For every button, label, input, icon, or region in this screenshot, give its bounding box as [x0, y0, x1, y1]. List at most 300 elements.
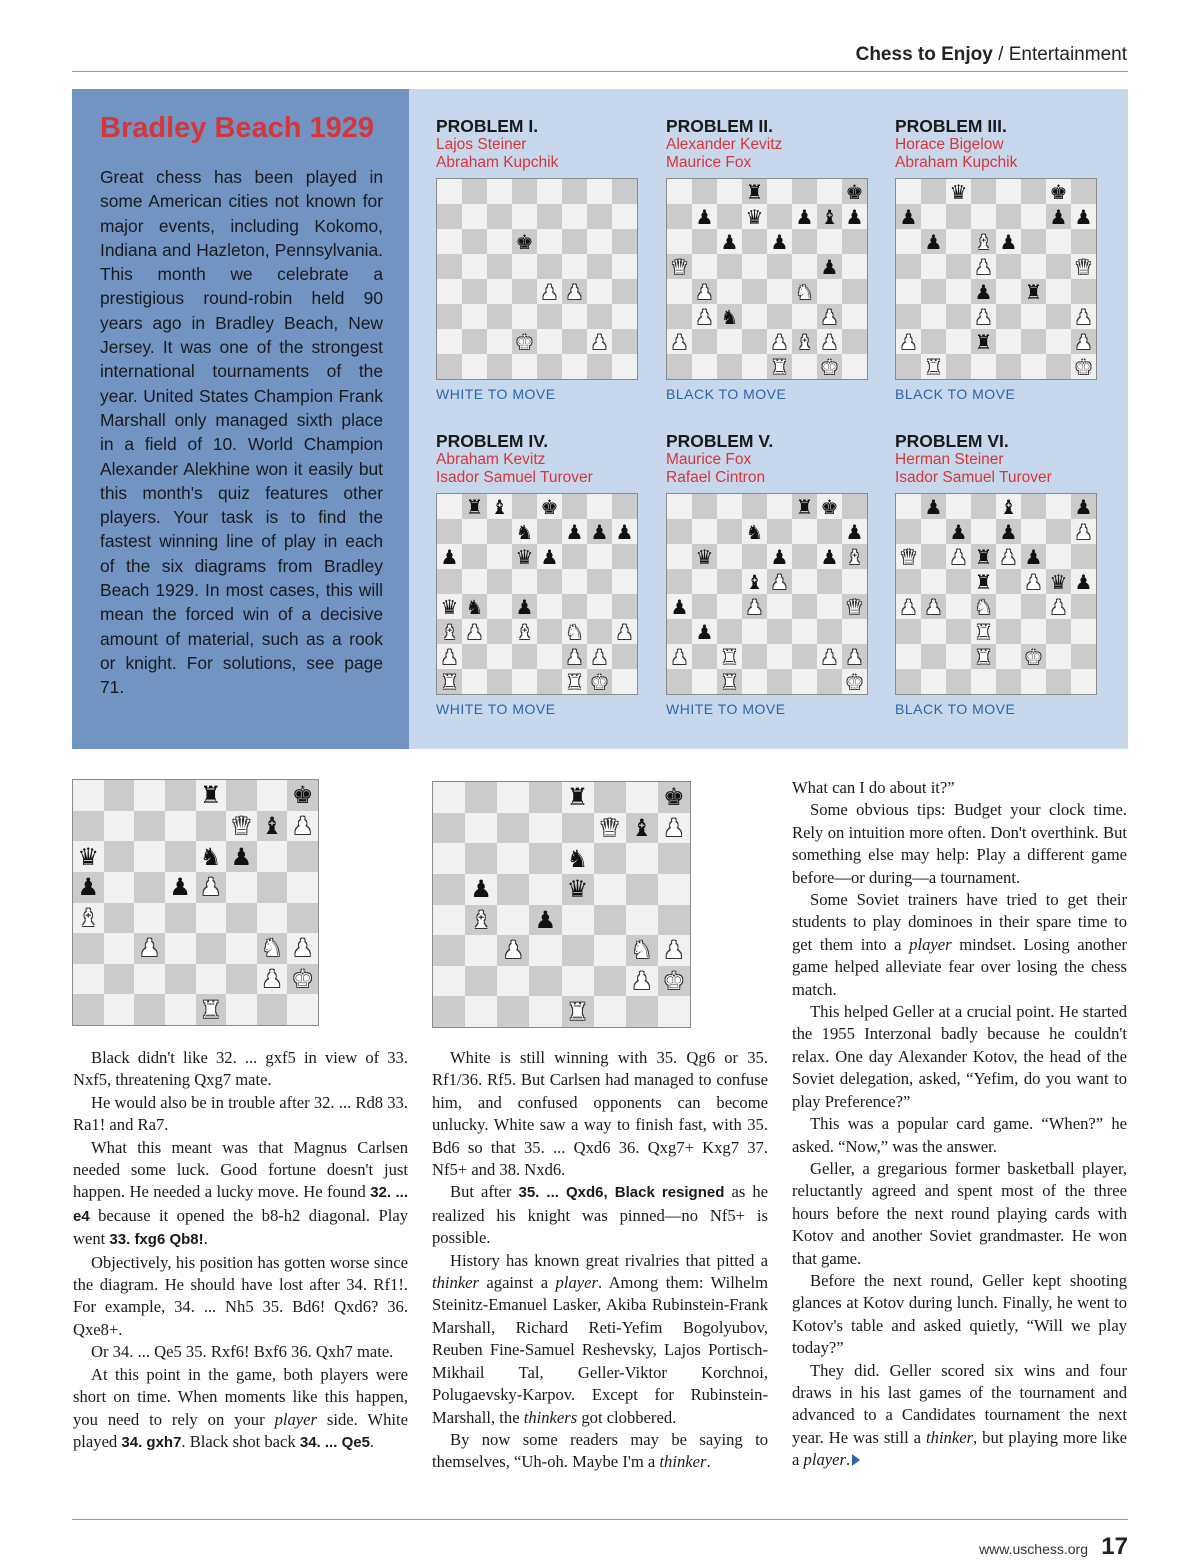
board-square [842, 254, 867, 279]
board-square [767, 254, 792, 279]
board-square [196, 933, 227, 964]
game-diagram-1 [72, 779, 319, 1026]
board-square [742, 254, 767, 279]
board-square [817, 329, 842, 354]
text: This was a popular card game. “When?” he asked. “Now,” was the answer. [792, 1114, 1127, 1156]
board-square [462, 254, 487, 279]
white-rook-icon: ♜ [200, 995, 222, 1024]
board-square [717, 644, 742, 669]
white-pawn-icon: ♟ [1049, 594, 1068, 619]
board-square [792, 279, 817, 304]
board-square [946, 329, 971, 354]
board-square [512, 254, 537, 279]
board-square [537, 179, 562, 204]
board-square [692, 204, 717, 229]
board-square [792, 644, 817, 669]
white-pawn-icon: ♟ [200, 873, 222, 902]
board-square [537, 669, 562, 694]
board-square [742, 229, 767, 254]
board-square [921, 254, 946, 279]
board-square [512, 519, 537, 544]
board-square [562, 905, 594, 936]
problem-white-player: Horace Bigelow [895, 136, 1004, 153]
board-square [134, 811, 165, 842]
board-square [465, 935, 497, 966]
board-square [537, 229, 562, 254]
text: Some Soviet trainers have tried to get their students to play dominoes in their spare time to get them into a [792, 890, 1127, 954]
chess-diagram [436, 178, 638, 380]
board-square [817, 494, 842, 519]
board-square [971, 594, 996, 619]
paragraph [792, 1001, 1127, 1113]
problem-white-player: Abraham Kevitz [436, 451, 546, 468]
board-square [487, 519, 512, 544]
board-square [594, 935, 626, 966]
emphasis: player [274, 1409, 317, 1429]
text: got clobbered. [581, 1407, 677, 1427]
board-square [658, 996, 690, 1027]
board-square [257, 872, 288, 903]
board-square [767, 569, 792, 594]
board-square [842, 204, 867, 229]
white-pawn-icon: ♟ [924, 594, 943, 619]
board-square [287, 903, 318, 934]
board-square [971, 669, 996, 694]
board-square [971, 569, 996, 594]
board-square [921, 569, 946, 594]
board-square [996, 519, 1021, 544]
white-bishop-icon: ♝ [974, 229, 993, 254]
white-pawn-icon: ♟ [820, 329, 839, 354]
board-square [537, 254, 562, 279]
white-rook-icon: ♜ [566, 997, 589, 1026]
board-square [465, 905, 497, 936]
white-rook-icon: ♜ [974, 644, 993, 669]
board-square [946, 304, 971, 329]
move-notation: 33. fxg6 Qb8! [109, 1231, 204, 1249]
text: Before the next round, Geller kept shooting glances at Kotov during lunch. Finally, he went to Kotov's table and asked quietly, “Will we play today?” [792, 1270, 1127, 1358]
board-square [165, 933, 196, 964]
board-square [437, 279, 462, 304]
board-square [612, 304, 637, 329]
text: White is still winning with 35. Qg6 or 35. Rf1/36. Rf5. But Carlsen had managed to confuse him, and confused opponents can become unlucky. White saw a way to finish fast, with 35. Bd6 so that 35. ... Qxd6 36. Qxg7+ Kxg7 37. Nf5+ and 38. Nxd6. [432, 1048, 768, 1180]
board-square [1046, 229, 1071, 254]
board-square [587, 229, 612, 254]
black-knight-icon: ♞ [720, 304, 739, 329]
emphasis: thinkers [523, 1407, 578, 1427]
black-pawn-icon: ♟ [924, 494, 943, 519]
white-bishop-icon: ♝ [440, 619, 459, 644]
board-square [692, 669, 717, 694]
end-of-article-icon [852, 1454, 860, 1466]
text: Black didn't like 32. ... gxf5 in view of 33. Nxf5, threatening Qxg7 mate. [73, 1048, 408, 1090]
running-header [856, 44, 1127, 66]
board-square [487, 669, 512, 694]
board-square [462, 229, 487, 254]
board-square [594, 813, 626, 844]
paragraph [73, 1252, 408, 1342]
board-square [257, 780, 288, 811]
board-square [73, 780, 104, 811]
board-square [462, 354, 487, 379]
board-square [1021, 494, 1046, 519]
black-king-icon: ♚ [820, 494, 839, 519]
header-section: Chess to Enjoy [855, 44, 993, 65]
board-square [817, 354, 842, 379]
board-square [842, 569, 867, 594]
board-square [1071, 354, 1096, 379]
board-square [626, 935, 658, 966]
board-square [104, 872, 135, 903]
board-square [612, 669, 637, 694]
board-square [817, 204, 842, 229]
board-square [587, 304, 612, 329]
board-square [487, 544, 512, 569]
board-square [1071, 669, 1096, 694]
board-square [487, 329, 512, 354]
board-square [433, 813, 465, 844]
board-square [537, 304, 562, 329]
board-square [196, 903, 227, 934]
board-square [587, 279, 612, 304]
board-square [658, 782, 690, 813]
board-square [512, 229, 537, 254]
problem-title: PROBLEM II. [666, 116, 773, 136]
black-pawn-icon: ♟ [169, 873, 191, 902]
white-rook-icon: ♜ [720, 644, 739, 669]
board-square [842, 519, 867, 544]
board-square [487, 254, 512, 279]
footer-divider [72, 1519, 1128, 1520]
board-square [817, 229, 842, 254]
white-bishop-icon: ♝ [515, 619, 534, 644]
paragraph [792, 1158, 1127, 1270]
board-square [462, 519, 487, 544]
board-square [792, 254, 817, 279]
board-square [896, 329, 921, 354]
board-square [562, 254, 587, 279]
white-pawn-icon: ♟ [999, 544, 1018, 569]
board-square [692, 179, 717, 204]
board-square [667, 329, 692, 354]
board-square [996, 569, 1021, 594]
game-diagram-2 [432, 781, 691, 1028]
white-pawn-icon: ♟ [949, 544, 968, 569]
board-square [717, 544, 742, 569]
black-king-icon: ♚ [540, 494, 559, 519]
board-square [537, 544, 562, 569]
board-square [971, 179, 996, 204]
board-square [996, 279, 1021, 304]
board-square [134, 841, 165, 872]
board-square [742, 594, 767, 619]
board-square [587, 254, 612, 279]
board-square [1046, 304, 1071, 329]
board-square [562, 594, 587, 619]
board-square [626, 874, 658, 905]
board-square [1046, 254, 1071, 279]
black-rook-icon: ♜ [1024, 279, 1043, 304]
board-square [1021, 179, 1046, 204]
board-square [996, 204, 1021, 229]
white-queen-icon: ♛ [845, 594, 864, 619]
board-square [104, 780, 135, 811]
move-notation: 34. ... Qe5 [299, 1433, 370, 1451]
white-pawn-icon: ♟ [615, 619, 634, 644]
board-square [1021, 279, 1046, 304]
board-square [692, 619, 717, 644]
board-square [497, 843, 529, 874]
problem-title: PROBLEM VI. [895, 431, 1009, 451]
board-square [226, 872, 257, 903]
black-knight-icon: ♞ [515, 519, 534, 544]
board-square [971, 304, 996, 329]
board-square [165, 811, 196, 842]
board-square [1021, 644, 1046, 669]
board-square [562, 569, 587, 594]
board-square [257, 811, 288, 842]
problem-black-player: Isador Samuel Turover [895, 469, 1052, 486]
board-square [742, 279, 767, 304]
black-king-icon: ♚ [291, 781, 314, 810]
board-square [562, 669, 587, 694]
board-square [792, 179, 817, 204]
white-pawn-icon: ♟ [540, 279, 559, 304]
black-queen-icon: ♛ [1049, 569, 1068, 594]
board-square [487, 204, 512, 229]
quiz-intro-text: Great chess has been played in some American cities not known for major events, including Kokomo, Indiana and Hazleton, Pennsylvania. This month we celebrate a prestigious round-robin held 90 years ago in Bradley Beach, New Jersey. It was one of the strongest international tournaments of the year. United States Champion Frank Marshall only managed sixth place in a field of 10. World Champion Alexander Alekhine won it easily but this month's quiz features other players. Your task is to find the fastest winning line of play in each of the six diagrams from Bradley Beach 1929. In most cases, this will mean the forced win of a decisive amount of material, such as a rook or knight. For solutions, see page 71. [100, 167, 383, 698]
black-king-icon: ♚ [845, 179, 864, 204]
black-pawn-icon: ♟ [615, 519, 634, 544]
board-square [562, 354, 587, 379]
white-pawn-icon: ♟ [1074, 329, 1093, 354]
board-square [512, 179, 537, 204]
board-square [792, 519, 817, 544]
board-square [717, 569, 742, 594]
board-square [817, 304, 842, 329]
board-square [896, 644, 921, 669]
move-notation: 32. ... e4 [73, 1184, 408, 1225]
board-square [462, 204, 487, 229]
text: Objectively, his position has gotten worse since the diagram. He should have lost after 34. Rf1!. For example, 34. ... Nh5 35. Bd6! Qxd6? 36. Qxe8+. [73, 1252, 408, 1339]
white-knight-icon: ♞ [631, 936, 653, 965]
board-square [487, 229, 512, 254]
board-square [587, 594, 612, 619]
black-pawn-icon: ♟ [670, 594, 689, 619]
board-square [717, 354, 742, 379]
board-square [692, 279, 717, 304]
board-square [287, 841, 318, 872]
board-square [667, 254, 692, 279]
board-square [73, 841, 104, 872]
header-category: Entertainment [1008, 44, 1127, 65]
board-square [612, 644, 637, 669]
board-square [842, 354, 867, 379]
board-square [996, 619, 1021, 644]
board-square [1021, 204, 1046, 229]
white-knight-icon: ♞ [565, 619, 584, 644]
board-square [287, 964, 318, 995]
board-square [658, 905, 690, 936]
board-square [529, 996, 561, 1027]
board-square [1046, 329, 1071, 354]
paragraph [432, 1429, 768, 1474]
white-rook-icon: ♜ [924, 354, 943, 379]
board-square [537, 329, 562, 354]
white-knight-icon: ♞ [261, 934, 283, 963]
board-square [658, 935, 690, 966]
white-pawn-icon: ♟ [670, 644, 689, 669]
board-square [921, 494, 946, 519]
black-queen-icon: ♛ [745, 204, 764, 229]
board-square [946, 279, 971, 304]
board-square [433, 874, 465, 905]
board-square [587, 619, 612, 644]
paragraph [73, 1341, 408, 1363]
board-square [1071, 304, 1096, 329]
text: as he realized his knight was pinned—no Nf5+ is possible. [432, 1182, 768, 1248]
black-pawn-icon: ♟ [1074, 494, 1093, 519]
board-square [462, 619, 487, 644]
board-square [767, 544, 792, 569]
white-pawn-icon: ♟ [770, 569, 789, 594]
board-square [562, 329, 587, 354]
board-square [792, 669, 817, 694]
board-square [226, 964, 257, 995]
text: By now some readers may be saying to themselves, “Uh-oh. Maybe I'm a [432, 1429, 768, 1472]
board-square [226, 841, 257, 872]
board-square [465, 874, 497, 905]
board-square [921, 329, 946, 354]
board-square [134, 994, 165, 1025]
board-square [562, 304, 587, 329]
problem-black-player: Abraham Kupchik [436, 154, 559, 171]
board-square [1071, 569, 1096, 594]
board-square [512, 619, 537, 644]
board-square [437, 619, 462, 644]
board-square [996, 229, 1021, 254]
board-square [462, 329, 487, 354]
white-king-icon: ♚ [845, 669, 864, 694]
problem-white-player: Lajos Steiner [436, 136, 527, 153]
board-square [692, 544, 717, 569]
white-queen-icon: ♛ [1074, 254, 1093, 279]
board-square [165, 994, 196, 1025]
chess-diagram [895, 493, 1097, 695]
board-square [667, 204, 692, 229]
board-square [462, 569, 487, 594]
board-square [717, 594, 742, 619]
board-square [658, 813, 690, 844]
white-pawn-icon: ♟ [663, 813, 685, 842]
problem-black-player: Isador Samuel Turover [436, 469, 593, 486]
text: against a [486, 1273, 549, 1293]
board-square [767, 594, 792, 619]
board-square [433, 782, 465, 813]
board-square [537, 644, 562, 669]
text: They did. Geller scored six wins and four draws in his last games of the tournament and advanced to a Candidates tournament the next year. He was still a [792, 1360, 1127, 1447]
board-square [433, 843, 465, 874]
board-square [1046, 204, 1071, 229]
board-square [626, 966, 658, 997]
black-pawn-icon: ♟ [440, 544, 459, 569]
board-square [612, 204, 637, 229]
board-square [1046, 494, 1071, 519]
board-square [767, 329, 792, 354]
board-square [896, 204, 921, 229]
board-square [921, 204, 946, 229]
board-square [562, 935, 594, 966]
board-square [612, 544, 637, 569]
board-square [896, 594, 921, 619]
white-pawn-icon: ♟ [291, 934, 314, 963]
black-pawn-icon: ♟ [820, 254, 839, 279]
black-rook-icon: ♜ [200, 781, 222, 810]
board-square [996, 669, 1021, 694]
board-square [792, 619, 817, 644]
board-square [287, 780, 318, 811]
board-square [921, 179, 946, 204]
board-square [497, 874, 529, 905]
black-pawn-icon: ♟ [820, 544, 839, 569]
board-square [921, 354, 946, 379]
white-pawn-icon: ♟ [845, 644, 864, 669]
board-square [487, 569, 512, 594]
black-king-icon: ♚ [663, 783, 685, 812]
white-pawn-icon: ♟ [590, 644, 609, 669]
black-knight-icon: ♞ [566, 844, 589, 873]
board-square [667, 644, 692, 669]
white-pawn-icon: ♟ [695, 304, 714, 329]
board-square [587, 329, 612, 354]
board-square [196, 780, 227, 811]
board-square [487, 179, 512, 204]
page-number: 17 [1101, 1533, 1128, 1560]
board-square [692, 519, 717, 544]
board-square [465, 782, 497, 813]
board-square [437, 354, 462, 379]
emphasis: player [555, 1273, 598, 1293]
board-square [73, 811, 104, 842]
board-square [792, 594, 817, 619]
board-square [792, 569, 817, 594]
board-square [537, 279, 562, 304]
black-queen-icon: ♛ [695, 544, 714, 569]
board-square [497, 782, 529, 813]
black-pawn-icon: ♟ [515, 594, 534, 619]
board-square [946, 544, 971, 569]
white-queen-icon: ♛ [598, 813, 621, 842]
black-bishop-icon: ♝ [745, 569, 764, 594]
board-square [165, 872, 196, 903]
board-square [594, 905, 626, 936]
board-square [594, 996, 626, 1027]
problem-black-player: Maurice Fox [666, 154, 752, 171]
board-square [587, 569, 612, 594]
board-square [1071, 279, 1096, 304]
black-rook-icon: ♜ [745, 179, 764, 204]
board-square [104, 994, 135, 1025]
board-square [667, 619, 692, 644]
board-square [257, 841, 288, 872]
white-pawn-icon: ♟ [695, 279, 714, 304]
problem-title: PROBLEM I. [436, 116, 539, 136]
text: . [369, 1431, 375, 1451]
emphasis: thinker [432, 1273, 480, 1293]
board-square [626, 905, 658, 936]
white-rook-icon: ♜ [974, 619, 993, 644]
board-square [896, 569, 921, 594]
